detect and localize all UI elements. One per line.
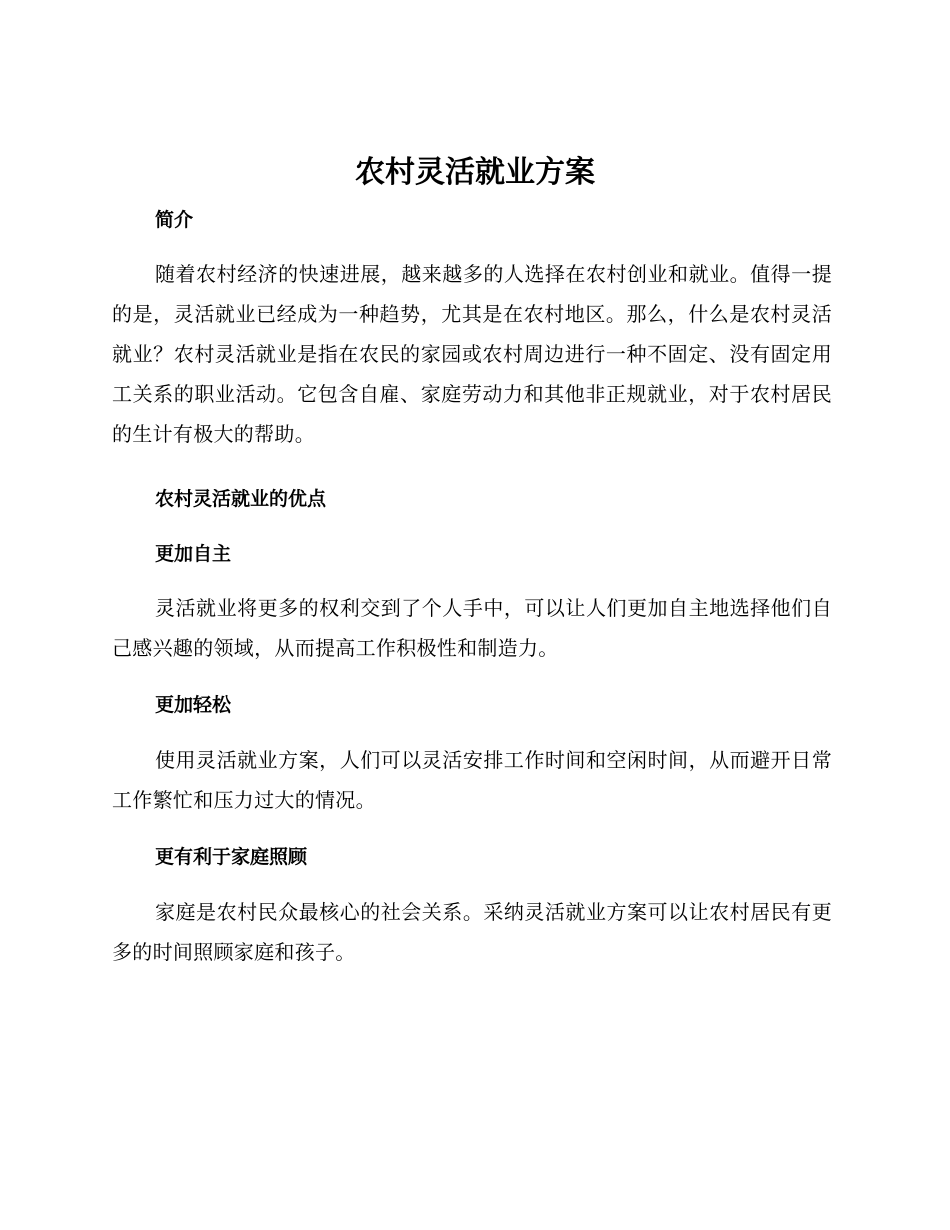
section-paragraph-ease: 使用灵活就业方案，人们可以灵活安排工作时间和空闲时间，从而避开日常工作繁忙和压力过大的情况。 — [112, 748, 832, 812]
section-paragraph-family: 家庭是农村民众最核心的社会关系。采纳灵活就业方案可以让农村居民有更多的时间照顾家庭和孩子。 — [112, 900, 832, 964]
section-heading-family: 更有利于家庭照顾 — [155, 846, 308, 868]
section-heading-advantages: 农村灵活就业的优点 — [155, 488, 327, 510]
section-heading-intro: 简介 — [155, 209, 194, 231]
section-paragraph-intro: 随着农村经济的快速进展，越来越多的人选择在农村创业和就业。值得一提的是，灵活就业已经成为一种趋势，尤其是在农村地区。那么，什么是农村灵活就业？农村灵活就业是指在农民的家园或农村周边进行一种不固定、没有固定用工关系的职业活动。它包含自雇、家庭劳动力和其他非正规就业，对于农村居民的生计有极大的帮助。 — [112, 262, 832, 446]
section-heading-autonomy: 更加自主 — [155, 543, 232, 565]
page-title: 农村灵活就业方案 — [355, 155, 595, 190]
section-heading-ease: 更加轻松 — [155, 694, 232, 716]
section-paragraph-autonomy: 灵活就业将更多的权利交到了个人手中，可以让人们更加自主地选择他们自己感兴趣的领域，从而提高工作积极性和制造力。 — [112, 596, 832, 660]
